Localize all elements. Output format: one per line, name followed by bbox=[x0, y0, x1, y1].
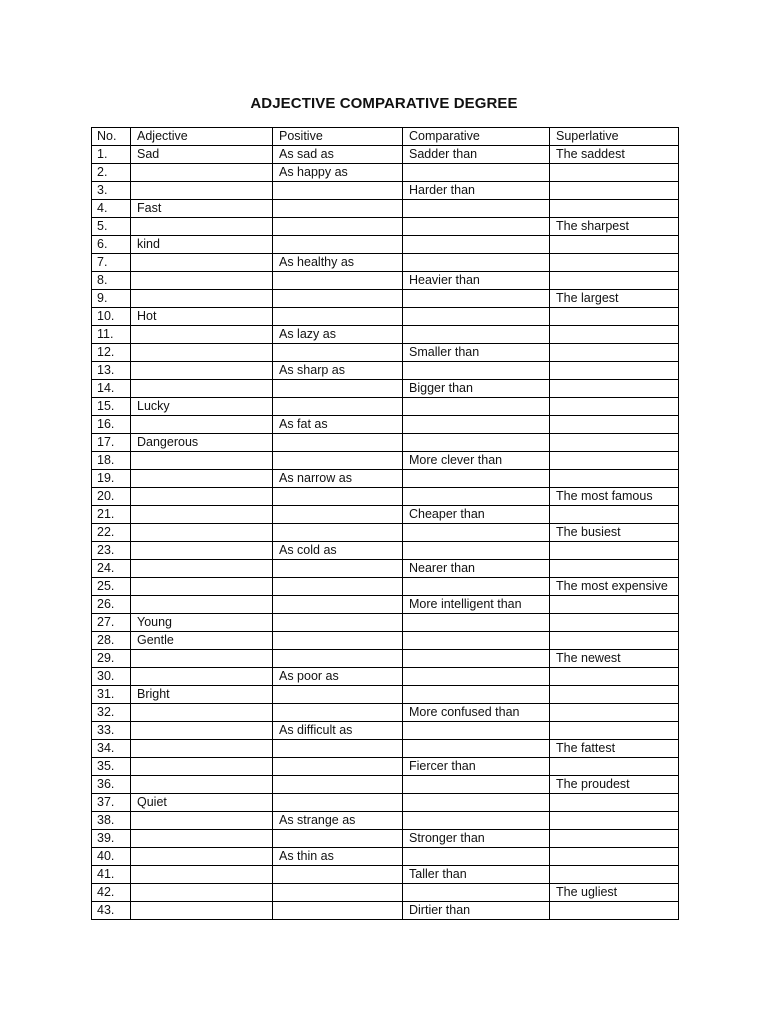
cell-comparative bbox=[403, 434, 550, 452]
cell-no: 10. bbox=[92, 308, 131, 326]
cell-adjective bbox=[131, 578, 273, 596]
cell-superlative: The newest bbox=[550, 650, 679, 668]
cell-adjective bbox=[131, 290, 273, 308]
cell-positive: As poor as bbox=[273, 668, 403, 686]
cell-adjective bbox=[131, 902, 273, 920]
cell-superlative bbox=[550, 830, 679, 848]
cell-superlative bbox=[550, 902, 679, 920]
cell-comparative bbox=[403, 884, 550, 902]
cell-no: 35. bbox=[92, 758, 131, 776]
cell-adjective bbox=[131, 218, 273, 236]
cell-adjective bbox=[131, 452, 273, 470]
table-row bbox=[92, 596, 679, 614]
cell-comparative bbox=[403, 722, 550, 740]
table-row bbox=[92, 398, 679, 416]
cell-positive bbox=[273, 344, 403, 362]
cell-superlative bbox=[550, 434, 679, 452]
cell-superlative bbox=[550, 452, 679, 470]
cell-adjective bbox=[131, 668, 273, 686]
table-row bbox=[92, 254, 679, 272]
cell-comparative bbox=[403, 200, 550, 218]
cell-comparative bbox=[403, 362, 550, 380]
cell-adjective bbox=[131, 182, 273, 200]
cell-comparative: More clever than bbox=[403, 452, 550, 470]
cell-positive: As difficult as bbox=[273, 722, 403, 740]
cell-comparative bbox=[403, 848, 550, 866]
table-row bbox=[92, 200, 679, 218]
cell-superlative bbox=[550, 380, 679, 398]
cell-no: 12. bbox=[92, 344, 131, 362]
cell-positive bbox=[273, 488, 403, 506]
header-no: No. bbox=[92, 128, 131, 146]
cell-superlative: The saddest bbox=[550, 146, 679, 164]
cell-positive bbox=[273, 902, 403, 920]
cell-superlative bbox=[550, 794, 679, 812]
cell-no: 36. bbox=[92, 776, 131, 794]
table-row bbox=[92, 740, 679, 758]
cell-positive bbox=[273, 776, 403, 794]
cell-comparative bbox=[403, 488, 550, 506]
cell-positive bbox=[273, 272, 403, 290]
cell-no: 30. bbox=[92, 668, 131, 686]
cell-no: 38. bbox=[92, 812, 131, 830]
cell-superlative bbox=[550, 272, 679, 290]
cell-adjective bbox=[131, 470, 273, 488]
cell-adjective bbox=[131, 740, 273, 758]
cell-comparative bbox=[403, 686, 550, 704]
cell-superlative bbox=[550, 182, 679, 200]
table-row bbox=[92, 452, 679, 470]
cell-comparative bbox=[403, 776, 550, 794]
cell-no: 8. bbox=[92, 272, 131, 290]
cell-comparative bbox=[403, 164, 550, 182]
cell-adjective bbox=[131, 524, 273, 542]
cell-no: 40. bbox=[92, 848, 131, 866]
cell-adjective bbox=[131, 812, 273, 830]
cell-comparative bbox=[403, 326, 550, 344]
cell-no: 9. bbox=[92, 290, 131, 308]
cell-positive: As narrow as bbox=[273, 470, 403, 488]
cell-adjective bbox=[131, 542, 273, 560]
cell-adjective: Young bbox=[131, 614, 273, 632]
cell-positive: As cold as bbox=[273, 542, 403, 560]
cell-adjective bbox=[131, 344, 273, 362]
cell-no: 6. bbox=[92, 236, 131, 254]
adjective-table bbox=[91, 127, 679, 920]
table-row bbox=[92, 416, 679, 434]
cell-comparative: Nearer than bbox=[403, 560, 550, 578]
table-row bbox=[92, 776, 679, 794]
table-row bbox=[92, 686, 679, 704]
table-row bbox=[92, 146, 679, 164]
cell-positive bbox=[273, 866, 403, 884]
table-row bbox=[92, 542, 679, 560]
cell-no: 3. bbox=[92, 182, 131, 200]
cell-comparative: Fiercer than bbox=[403, 758, 550, 776]
cell-adjective: Gentle bbox=[131, 632, 273, 650]
cell-comparative: Heavier than bbox=[403, 272, 550, 290]
cell-positive bbox=[273, 308, 403, 326]
cell-comparative bbox=[403, 416, 550, 434]
cell-superlative bbox=[550, 200, 679, 218]
table-row bbox=[92, 326, 679, 344]
table-row bbox=[92, 812, 679, 830]
header-comparative: Comparative bbox=[403, 128, 550, 146]
table-row bbox=[92, 308, 679, 326]
cell-comparative bbox=[403, 470, 550, 488]
cell-comparative bbox=[403, 614, 550, 632]
cell-superlative bbox=[550, 164, 679, 182]
table-row bbox=[92, 506, 679, 524]
table-row bbox=[92, 722, 679, 740]
cell-comparative: Dirtier than bbox=[403, 902, 550, 920]
cell-comparative: Smaller than bbox=[403, 344, 550, 362]
cell-adjective bbox=[131, 758, 273, 776]
cell-adjective bbox=[131, 164, 273, 182]
cell-comparative: More intelligent than bbox=[403, 596, 550, 614]
table-row bbox=[92, 830, 679, 848]
cell-adjective: Dangerous bbox=[131, 434, 273, 452]
cell-comparative bbox=[403, 632, 550, 650]
cell-positive bbox=[273, 560, 403, 578]
cell-no: 5. bbox=[92, 218, 131, 236]
cell-no: 27. bbox=[92, 614, 131, 632]
cell-adjective: kind bbox=[131, 236, 273, 254]
cell-positive bbox=[273, 830, 403, 848]
table-row bbox=[92, 236, 679, 254]
cell-adjective bbox=[131, 560, 273, 578]
cell-adjective: Sad bbox=[131, 146, 273, 164]
cell-no: 28. bbox=[92, 632, 131, 650]
cell-no: 24. bbox=[92, 560, 131, 578]
cell-adjective bbox=[131, 776, 273, 794]
cell-comparative bbox=[403, 794, 550, 812]
header-adjective: Adjective bbox=[131, 128, 273, 146]
table-row bbox=[92, 164, 679, 182]
cell-adjective bbox=[131, 506, 273, 524]
cell-no: 13. bbox=[92, 362, 131, 380]
cell-no: 34. bbox=[92, 740, 131, 758]
cell-superlative bbox=[550, 686, 679, 704]
cell-positive: As strange as bbox=[273, 812, 403, 830]
cell-no: 19. bbox=[92, 470, 131, 488]
table-row bbox=[92, 794, 679, 812]
cell-comparative bbox=[403, 578, 550, 596]
table-row bbox=[92, 614, 679, 632]
cell-superlative bbox=[550, 560, 679, 578]
cell-adjective bbox=[131, 866, 273, 884]
cell-superlative bbox=[550, 236, 679, 254]
cell-superlative: The sharpest bbox=[550, 218, 679, 236]
cell-no: 1. bbox=[92, 146, 131, 164]
table-body bbox=[92, 146, 679, 920]
cell-positive bbox=[273, 650, 403, 668]
cell-positive: As sad as bbox=[273, 146, 403, 164]
cell-no: 21. bbox=[92, 506, 131, 524]
cell-superlative bbox=[550, 722, 679, 740]
table-row bbox=[92, 560, 679, 578]
cell-positive bbox=[273, 290, 403, 308]
cell-positive bbox=[273, 452, 403, 470]
cell-comparative bbox=[403, 254, 550, 272]
cell-adjective bbox=[131, 704, 273, 722]
cell-positive bbox=[273, 740, 403, 758]
cell-adjective: Fast bbox=[131, 200, 273, 218]
table-header-row bbox=[92, 128, 679, 146]
table-row bbox=[92, 632, 679, 650]
cell-no: 2. bbox=[92, 164, 131, 182]
cell-no: 42. bbox=[92, 884, 131, 902]
cell-no: 11. bbox=[92, 326, 131, 344]
cell-positive: As healthy as bbox=[273, 254, 403, 272]
header-superlative: Superlative bbox=[550, 128, 679, 146]
cell-positive bbox=[273, 758, 403, 776]
table-row bbox=[92, 470, 679, 488]
cell-no: 4. bbox=[92, 200, 131, 218]
cell-positive bbox=[273, 182, 403, 200]
cell-positive bbox=[273, 524, 403, 542]
table-row bbox=[92, 848, 679, 866]
cell-adjective: Hot bbox=[131, 308, 273, 326]
cell-superlative: The most expensive bbox=[550, 578, 679, 596]
cell-positive bbox=[273, 614, 403, 632]
cell-no: 16. bbox=[92, 416, 131, 434]
cell-positive bbox=[273, 218, 403, 236]
cell-no: 20. bbox=[92, 488, 131, 506]
cell-adjective bbox=[131, 380, 273, 398]
cell-no: 17. bbox=[92, 434, 131, 452]
cell-positive bbox=[273, 794, 403, 812]
cell-positive bbox=[273, 200, 403, 218]
cell-superlative bbox=[550, 758, 679, 776]
cell-superlative: The busiest bbox=[550, 524, 679, 542]
cell-no: 37. bbox=[92, 794, 131, 812]
cell-adjective bbox=[131, 272, 273, 290]
cell-adjective bbox=[131, 884, 273, 902]
cell-superlative bbox=[550, 470, 679, 488]
table-row bbox=[92, 344, 679, 362]
cell-comparative bbox=[403, 668, 550, 686]
cell-superlative bbox=[550, 632, 679, 650]
cell-superlative bbox=[550, 308, 679, 326]
table-row bbox=[92, 524, 679, 542]
cell-no: 14. bbox=[92, 380, 131, 398]
cell-superlative bbox=[550, 812, 679, 830]
table-row bbox=[92, 758, 679, 776]
cell-superlative: The ugliest bbox=[550, 884, 679, 902]
cell-comparative bbox=[403, 812, 550, 830]
table-row bbox=[92, 884, 679, 902]
cell-superlative bbox=[550, 668, 679, 686]
cell-superlative bbox=[550, 254, 679, 272]
cell-positive bbox=[273, 704, 403, 722]
cell-no: 41. bbox=[92, 866, 131, 884]
cell-no: 32. bbox=[92, 704, 131, 722]
cell-no: 31. bbox=[92, 686, 131, 704]
cell-adjective bbox=[131, 848, 273, 866]
table-row bbox=[92, 272, 679, 290]
cell-comparative: More confused than bbox=[403, 704, 550, 722]
page-title: ADJECTIVE COMPARATIVE DEGREE bbox=[250, 95, 518, 112]
cell-adjective: Quiet bbox=[131, 794, 273, 812]
cell-comparative bbox=[403, 290, 550, 308]
cell-superlative bbox=[550, 542, 679, 560]
cell-comparative bbox=[403, 542, 550, 560]
cell-adjective bbox=[131, 830, 273, 848]
cell-superlative: The most famous bbox=[550, 488, 679, 506]
cell-positive bbox=[273, 578, 403, 596]
table-row bbox=[92, 362, 679, 380]
cell-adjective: Lucky bbox=[131, 398, 273, 416]
cell-positive: As lazy as bbox=[273, 326, 403, 344]
table-row bbox=[92, 704, 679, 722]
cell-no: 29. bbox=[92, 650, 131, 668]
cell-positive bbox=[273, 236, 403, 254]
cell-superlative bbox=[550, 614, 679, 632]
cell-comparative: Taller than bbox=[403, 866, 550, 884]
cell-superlative bbox=[550, 866, 679, 884]
table-row bbox=[92, 866, 679, 884]
cell-comparative: Stronger than bbox=[403, 830, 550, 848]
cell-no: 33. bbox=[92, 722, 131, 740]
table-row bbox=[92, 650, 679, 668]
table-row bbox=[92, 488, 679, 506]
cell-superlative bbox=[550, 596, 679, 614]
cell-comparative bbox=[403, 218, 550, 236]
cell-no: 7. bbox=[92, 254, 131, 272]
table-row bbox=[92, 668, 679, 686]
cell-positive bbox=[273, 884, 403, 902]
cell-no: 39. bbox=[92, 830, 131, 848]
cell-superlative: The proudest bbox=[550, 776, 679, 794]
cell-adjective bbox=[131, 488, 273, 506]
cell-positive bbox=[273, 686, 403, 704]
table-row bbox=[92, 380, 679, 398]
cell-comparative bbox=[403, 650, 550, 668]
cell-comparative: Harder than bbox=[403, 182, 550, 200]
cell-comparative bbox=[403, 236, 550, 254]
cell-comparative bbox=[403, 398, 550, 416]
cell-positive bbox=[273, 596, 403, 614]
cell-superlative: The largest bbox=[550, 290, 679, 308]
cell-no: 18. bbox=[92, 452, 131, 470]
table-row bbox=[92, 578, 679, 596]
cell-no: 25. bbox=[92, 578, 131, 596]
cell-no: 23. bbox=[92, 542, 131, 560]
cell-adjective: Bright bbox=[131, 686, 273, 704]
table-row bbox=[92, 902, 679, 920]
cell-no: 22. bbox=[92, 524, 131, 542]
cell-superlative bbox=[550, 344, 679, 362]
cell-comparative: Bigger than bbox=[403, 380, 550, 398]
cell-adjective bbox=[131, 596, 273, 614]
cell-superlative bbox=[550, 848, 679, 866]
cell-superlative bbox=[550, 398, 679, 416]
cell-positive bbox=[273, 434, 403, 452]
cell-adjective bbox=[131, 722, 273, 740]
table-row bbox=[92, 434, 679, 452]
cell-positive bbox=[273, 506, 403, 524]
cell-adjective bbox=[131, 416, 273, 434]
cell-comparative: Cheaper than bbox=[403, 506, 550, 524]
cell-positive: As happy as bbox=[273, 164, 403, 182]
cell-superlative bbox=[550, 326, 679, 344]
cell-comparative bbox=[403, 524, 550, 542]
table-row bbox=[92, 182, 679, 200]
cell-superlative bbox=[550, 416, 679, 434]
table-row bbox=[92, 290, 679, 308]
cell-adjective bbox=[131, 254, 273, 272]
cell-positive bbox=[273, 398, 403, 416]
cell-positive bbox=[273, 632, 403, 650]
cell-superlative bbox=[550, 506, 679, 524]
header-positive: Positive bbox=[273, 128, 403, 146]
cell-no: 26. bbox=[92, 596, 131, 614]
cell-superlative: The fattest bbox=[550, 740, 679, 758]
cell-no: 43. bbox=[92, 902, 131, 920]
cell-comparative bbox=[403, 740, 550, 758]
cell-adjective bbox=[131, 650, 273, 668]
cell-positive: As fat as bbox=[273, 416, 403, 434]
cell-comparative: Sadder than bbox=[403, 146, 550, 164]
cell-no: 15. bbox=[92, 398, 131, 416]
cell-adjective bbox=[131, 326, 273, 344]
cell-superlative bbox=[550, 362, 679, 380]
cell-positive: As sharp as bbox=[273, 362, 403, 380]
cell-comparative bbox=[403, 308, 550, 326]
cell-superlative bbox=[550, 704, 679, 722]
cell-positive bbox=[273, 380, 403, 398]
table-row bbox=[92, 218, 679, 236]
cell-adjective bbox=[131, 362, 273, 380]
cell-positive: As thin as bbox=[273, 848, 403, 866]
